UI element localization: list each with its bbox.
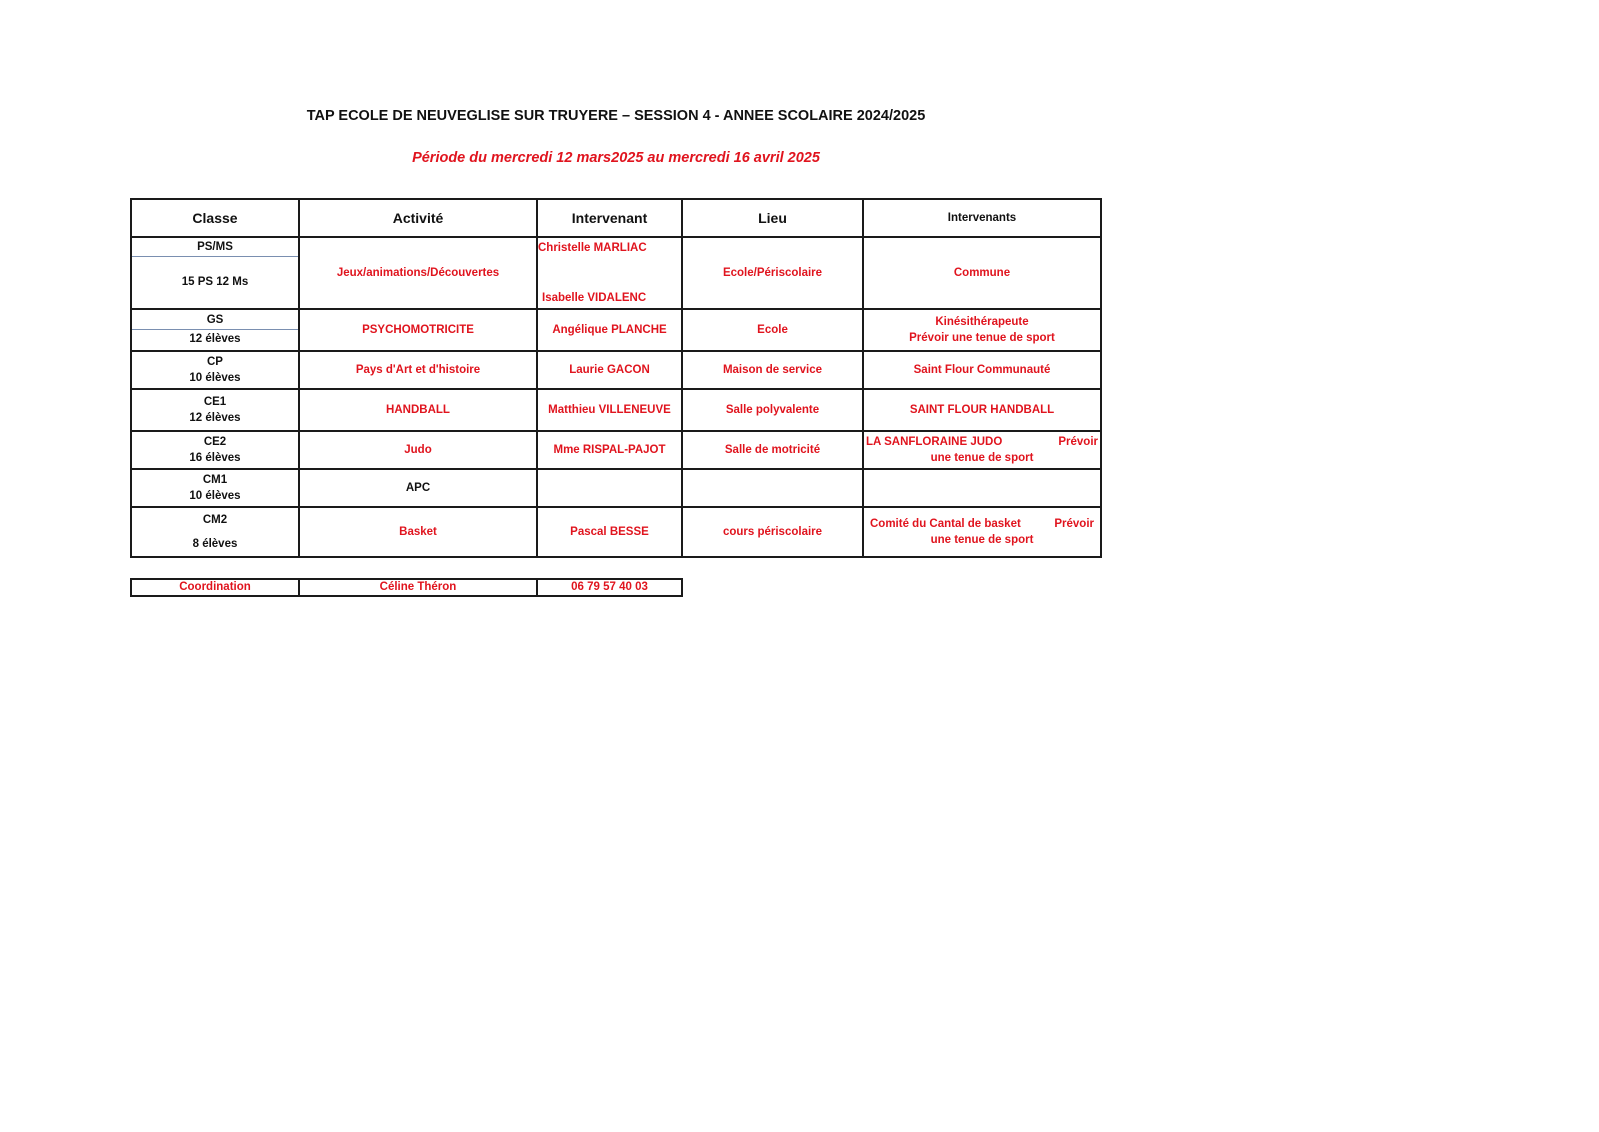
table-row <box>131 389 1101 431</box>
classe-effectif: 10 élèves <box>189 490 241 502</box>
header-lieu: Lieu <box>682 199 863 237</box>
table-row <box>131 351 1101 389</box>
coordination-row <box>131 579 682 596</box>
intervenants-cell <box>863 507 1101 557</box>
intervenant-cell: Matthieu VILLENEUVE <box>537 389 682 431</box>
schedule-table <box>130 198 1102 558</box>
header-intervenant: Intervenant <box>537 199 682 237</box>
table-row <box>131 507 1101 557</box>
intervenants-org: Comité du Cantal de basket <box>870 518 1021 530</box>
classe-cell <box>131 389 299 431</box>
classe-effectif: 12 élèves <box>189 412 241 424</box>
coordination-name: Céline Théron <box>299 579 537 596</box>
table-row <box>131 469 1101 507</box>
intervenants-org: LA SANFLORAINE JUDO <box>866 436 1003 448</box>
classe-effectif: 16 élèves <box>189 452 241 464</box>
lieu-cell: Salle de motricité <box>682 431 863 469</box>
classe-cell <box>131 431 299 469</box>
intervenants-note-cont: une tenue de sport <box>930 452 1034 464</box>
intervenants-line: Kinésithérapeute <box>935 316 1029 328</box>
activite-cell: Judo <box>299 431 537 469</box>
intervenants-cell <box>863 309 1101 351</box>
table-row <box>131 431 1101 469</box>
lieu-cell: Salle polyvalente <box>682 389 863 431</box>
intervenant-cell: Mme RISPAL-PAJOT <box>537 431 682 469</box>
table-row <box>131 309 1101 351</box>
intervenant-name: Christelle MARLIAC <box>538 242 647 254</box>
classe-effectif: 15 PS 12 Ms <box>181 276 249 288</box>
lieu-cell <box>682 469 863 507</box>
classe-name: GS <box>132 312 298 330</box>
lieu-cell: Ecole <box>682 309 863 351</box>
intervenant-cell: Laurie GACON <box>537 351 682 389</box>
intervenants-note: Prévoir <box>1058 436 1098 448</box>
classe-name: CE2 <box>203 436 227 448</box>
activite-cell: PSYCHOMOTRICITE <box>299 309 537 351</box>
coordination-label: Coordination <box>131 579 299 596</box>
lieu-cell: Ecole/Périscolaire <box>682 237 863 309</box>
classe-cell <box>131 309 299 351</box>
lieu-cell: cours périscolaire <box>682 507 863 557</box>
intervenant-name: Isabelle VIDALENC <box>542 292 647 304</box>
classe-effectif: 12 élèves <box>189 333 241 345</box>
classe-name: CE1 <box>203 396 227 408</box>
activite-cell: APC <box>299 469 537 507</box>
classe-name: CP <box>207 356 223 368</box>
intervenants-note-cont: une tenue de sport <box>930 534 1034 546</box>
classe-name: CM1 <box>202 474 228 486</box>
intervenants-note: Prévoir <box>1054 518 1094 530</box>
intervenant-cell <box>537 469 682 507</box>
classe-cell <box>131 469 299 507</box>
activite-cell: Pays d'Art et d'histoire <box>299 351 537 389</box>
intervenants-cell: SAINT FLOUR HANDBALL <box>863 389 1101 431</box>
intervenants-cell: Commune <box>863 237 1101 309</box>
activite-cell: Jeux/animations/Découvertes <box>299 237 537 309</box>
activite-cell: Basket <box>299 507 537 557</box>
lieu-cell: Maison de service <box>682 351 863 389</box>
intervenants-cell: Saint Flour Communauté <box>863 351 1101 389</box>
intervenant-cell: Angélique PLANCHE <box>537 309 682 351</box>
intervenants-cell <box>863 469 1101 507</box>
header-activite: Activité <box>299 199 537 237</box>
classe-cell <box>131 351 299 389</box>
classe-name: PS/MS <box>132 239 298 257</box>
intervenants-cell <box>863 431 1101 469</box>
intervenant-cell: Pascal BESSE <box>537 507 682 557</box>
intervenants-line: Prévoir une tenue de sport <box>909 332 1055 344</box>
classe-effectif: 10 élèves <box>189 372 241 384</box>
classe-cell <box>131 237 299 309</box>
classe-name: CM2 <box>202 514 228 526</box>
document-title: TAP ECOLE DE NEUVEGLISE SUR TRUYERE – SESSION 4 - ANNEE SCOLAIRE 2024/2025 <box>306 108 926 124</box>
classe-effectif: 8 élèves <box>192 538 238 550</box>
period-subtitle: Période du mercredi 12 mars2025 au mercredi 16 avril 2025 <box>412 150 820 166</box>
coordination-phone: 06 79 57 40 03 <box>537 579 682 596</box>
header-intervenants: Intervenants <box>863 199 1101 237</box>
classe-cell <box>131 507 299 557</box>
coordination-table <box>130 578 683 597</box>
table-row <box>131 237 1101 309</box>
activite-cell: HANDBALL <box>299 389 537 431</box>
header-classe: Classe <box>131 199 299 237</box>
intervenant-cell <box>537 237 682 309</box>
header-row <box>131 199 1101 237</box>
